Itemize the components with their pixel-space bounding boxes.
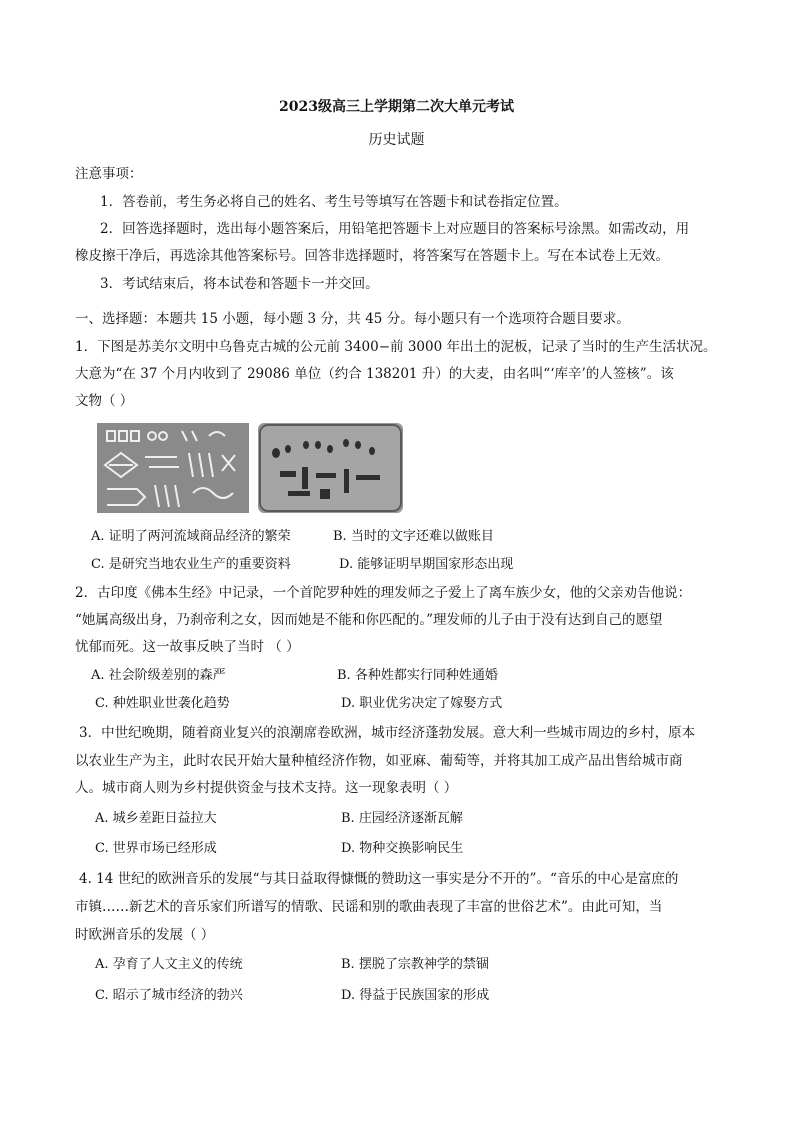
question-line: 1．下图是苏美尔文明中乌鲁克古城的公元前 3400−前 3000 年出土的泥板，记录了当时的生产生活状况。 [75, 339, 717, 355]
option-d[interactable]: D. 得益于民族国家的形成 [341, 988, 490, 1003]
option-d[interactable]: D. 职业优劣决定了嫁娶方式 [341, 696, 503, 711]
option-b[interactable]: B. 庄园经济逐渐瓦解 [341, 811, 463, 826]
question-line: 以农业生产为主，此时农民开始大量种植经济作物，如亚麻、葡萄等，并将其加工成产品出售给城市商 [75, 753, 683, 769]
question-line: 3．中世纪晚期，随着商业复兴的浪潮席卷欧洲，城市经济蓬勃发展。意大利一些城市周边的乡村，原本 [79, 725, 696, 741]
question-line: 人。城市商人则为乡村提供资金与技术支持。这一现象表明（ ） [75, 780, 458, 796]
option-d[interactable]: D. 物种交换影响民生 [341, 841, 464, 856]
option-a[interactable]: A. 证明了两河流域商品经济的繁荣 [91, 529, 291, 544]
clay-tablet-drawing [97, 423, 249, 513]
option-c[interactable]: C. 世界市场已经形成 [95, 841, 217, 856]
option-a[interactable]: A. 城乡差距日益拉大 [95, 811, 217, 826]
question-line: 文物（ ） [75, 393, 134, 409]
question-line: 忧郁而死。这一故事反映了当时 （ ） [75, 639, 300, 655]
option-b[interactable]: B. 各种姓都实行同种姓通婚 [337, 668, 498, 683]
question-line: 市镇……新艺术的音乐家们所谱写的情歌、民谣和别的歌曲表现了丰富的世俗艺术”。由此可知，当 [75, 899, 663, 915]
question-line: 4. 14 世纪的欧洲音乐的发展“与其日益取得慷慨的赞助这一事实是分不开的”。“音乐的中心是富庶的 [79, 871, 679, 887]
notice-item: 3．考试结束后，将本试卷和答题卡一并交回。 [100, 276, 379, 292]
exam-subject: 历史试题 [368, 132, 425, 148]
notice-item: 橡皮擦干净后，再选涂其他答案标号。回答非选择题时，将答案写在答题卡上。写在本试卷上无效。 [75, 248, 669, 264]
notice-item: 1．答卷前，考生务必将自己的姓名、考生号等填写在答题卡和试卷指定位置。 [100, 194, 568, 210]
option-b[interactable]: B. 摆脱了宗教神学的禁锢 [341, 957, 489, 972]
question-line: 2．古印度《佛本生经》中记录，一个首陀罗种姓的理发师之子爱上了离车族少女，他的父亲劝告他说： [75, 585, 692, 601]
clay-tablet-photo [258, 423, 403, 513]
option-c[interactable]: C. 种姓职业世袭化趋势 [95, 696, 230, 711]
section-heading: 一、选择题：本题共 15 小题，每小题 3 分，共 45 分。每小题只有一个选项符合题目要求。 [75, 311, 630, 327]
option-d[interactable]: D. 能够证明早期国家形态出现 [339, 557, 514, 572]
option-a[interactable]: A. 孕育了人文主义的传统 [95, 957, 243, 972]
notice-item: 2．回答选择题时，选出每小题答案后，用铅笔把答题卡上对应题目的答案标号涂黑。如需改动，用 [100, 221, 690, 237]
exam-title: 2023级高三上学期第二次大单元考试 [279, 99, 514, 115]
question-line: “她属高级出身，乃刹帝利之女，因而她是不能和你匹配的。”理发师的儿子由于没有达到自己的愿望 [75, 612, 663, 628]
option-c[interactable]: C. 是研究当地农业生产的重要资料 [91, 557, 291, 572]
option-c[interactable]: C. 昭示了城市经济的勃兴 [95, 988, 243, 1003]
question-line: 时欧洲音乐的发展（ ） [75, 927, 215, 943]
option-a[interactable]: A. 社会阶级差别的森严 [91, 668, 226, 683]
question-line: 大意为“在 37 个月内收到了 29086 单位（约合 138201 升）的大麦，由名叫“‘库辛’的人签核”。该 [75, 366, 674, 382]
notice-heading: 注意事项： [75, 166, 143, 182]
option-b[interactable]: B. 当时的文字还难以做账目 [333, 529, 494, 544]
